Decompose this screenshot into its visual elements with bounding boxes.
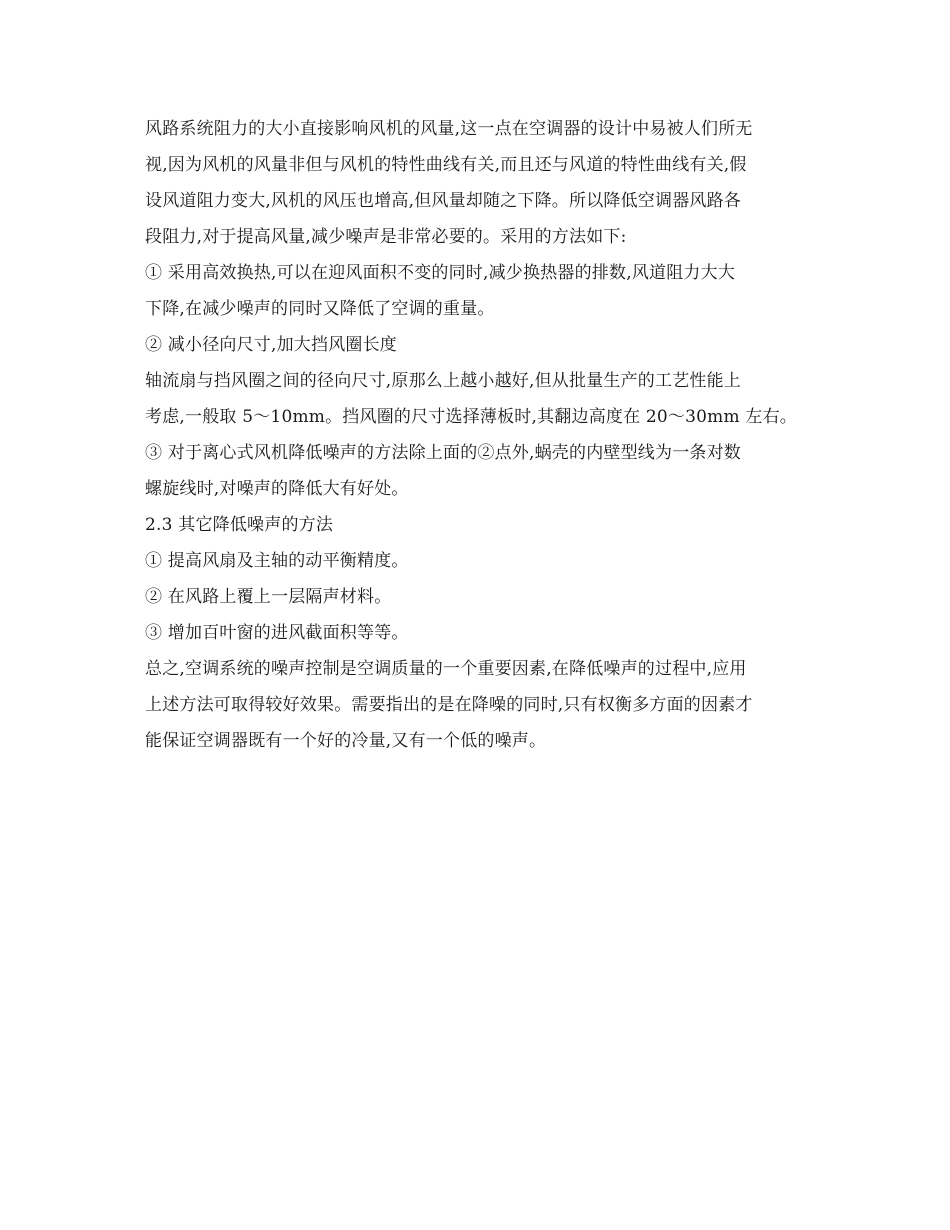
text-line: 能保证空调器既有一个好的冷量,又有一个低的噪声。 <box>145 731 547 751</box>
text-line: 设风道阻力变大,风机的风压也增高,但风量却随之下降。所以降低空调器风路各 <box>145 191 742 211</box>
text-line: 轴流扇与挡风圈之间的径向尺寸,原那么上越小越好,但从批量生产的工艺性能上 <box>145 371 742 391</box>
list-item-line: ① 采用高效换热,可以在迎风面积不变的同时,减少换热器的排数,风道阻力大大 <box>145 263 736 283</box>
document-body <box>145 111 810 759</box>
text-line: 下降,在减少噪声的同时又降低了空调的重量。 <box>145 299 495 319</box>
text-line: 总之,空调系统的噪声控制是空调质量的一个重要因素,在降低噪声的过程中,应用 <box>145 659 747 679</box>
list-item-line: ② 在风路上覆上一层隔声材料。 <box>145 587 392 607</box>
list-item-line: ③ 对于离心式风机降低噪声的方法除上面的②点外,蜗壳的内壁型线为一条对数 <box>145 443 742 463</box>
section-heading: 2.3 其它降低噪声的方法 <box>145 515 334 535</box>
list-item-line: ② 减小径向尺寸,加大挡风圈长度 <box>145 335 398 355</box>
text-line: 考虑,一般取 5～10mm。挡风圈的尺寸选择薄板时,其翻边高度在 20～30mm 左右。 <box>145 407 798 427</box>
list-item-line: ① 提高风扇及主轴的动平衡精度。 <box>145 551 409 571</box>
text-line: 段阻力,对于提高风量,减少噪声是非常必要的。采用的方法如下: <box>145 227 627 247</box>
text-line: 上述方法可取得较好效果。需要指出的是在降噪的同时,只有权衡多方面的因素才 <box>145 695 753 715</box>
list-item-line: ③ 增加百叶窗的进风截面积等等。 <box>145 623 409 643</box>
text-line: 螺旋线时,对噪声的降低大有好处。 <box>145 479 409 499</box>
text-line: 风路系统阻力的大小直接影响风机的风量,这一点在空调器的设计中易被人们所无 <box>145 119 753 139</box>
text-line: 视,因为风机的风量非但与风机的特性曲线有关,而且还与风道的特性曲线有关,假 <box>145 155 747 175</box>
